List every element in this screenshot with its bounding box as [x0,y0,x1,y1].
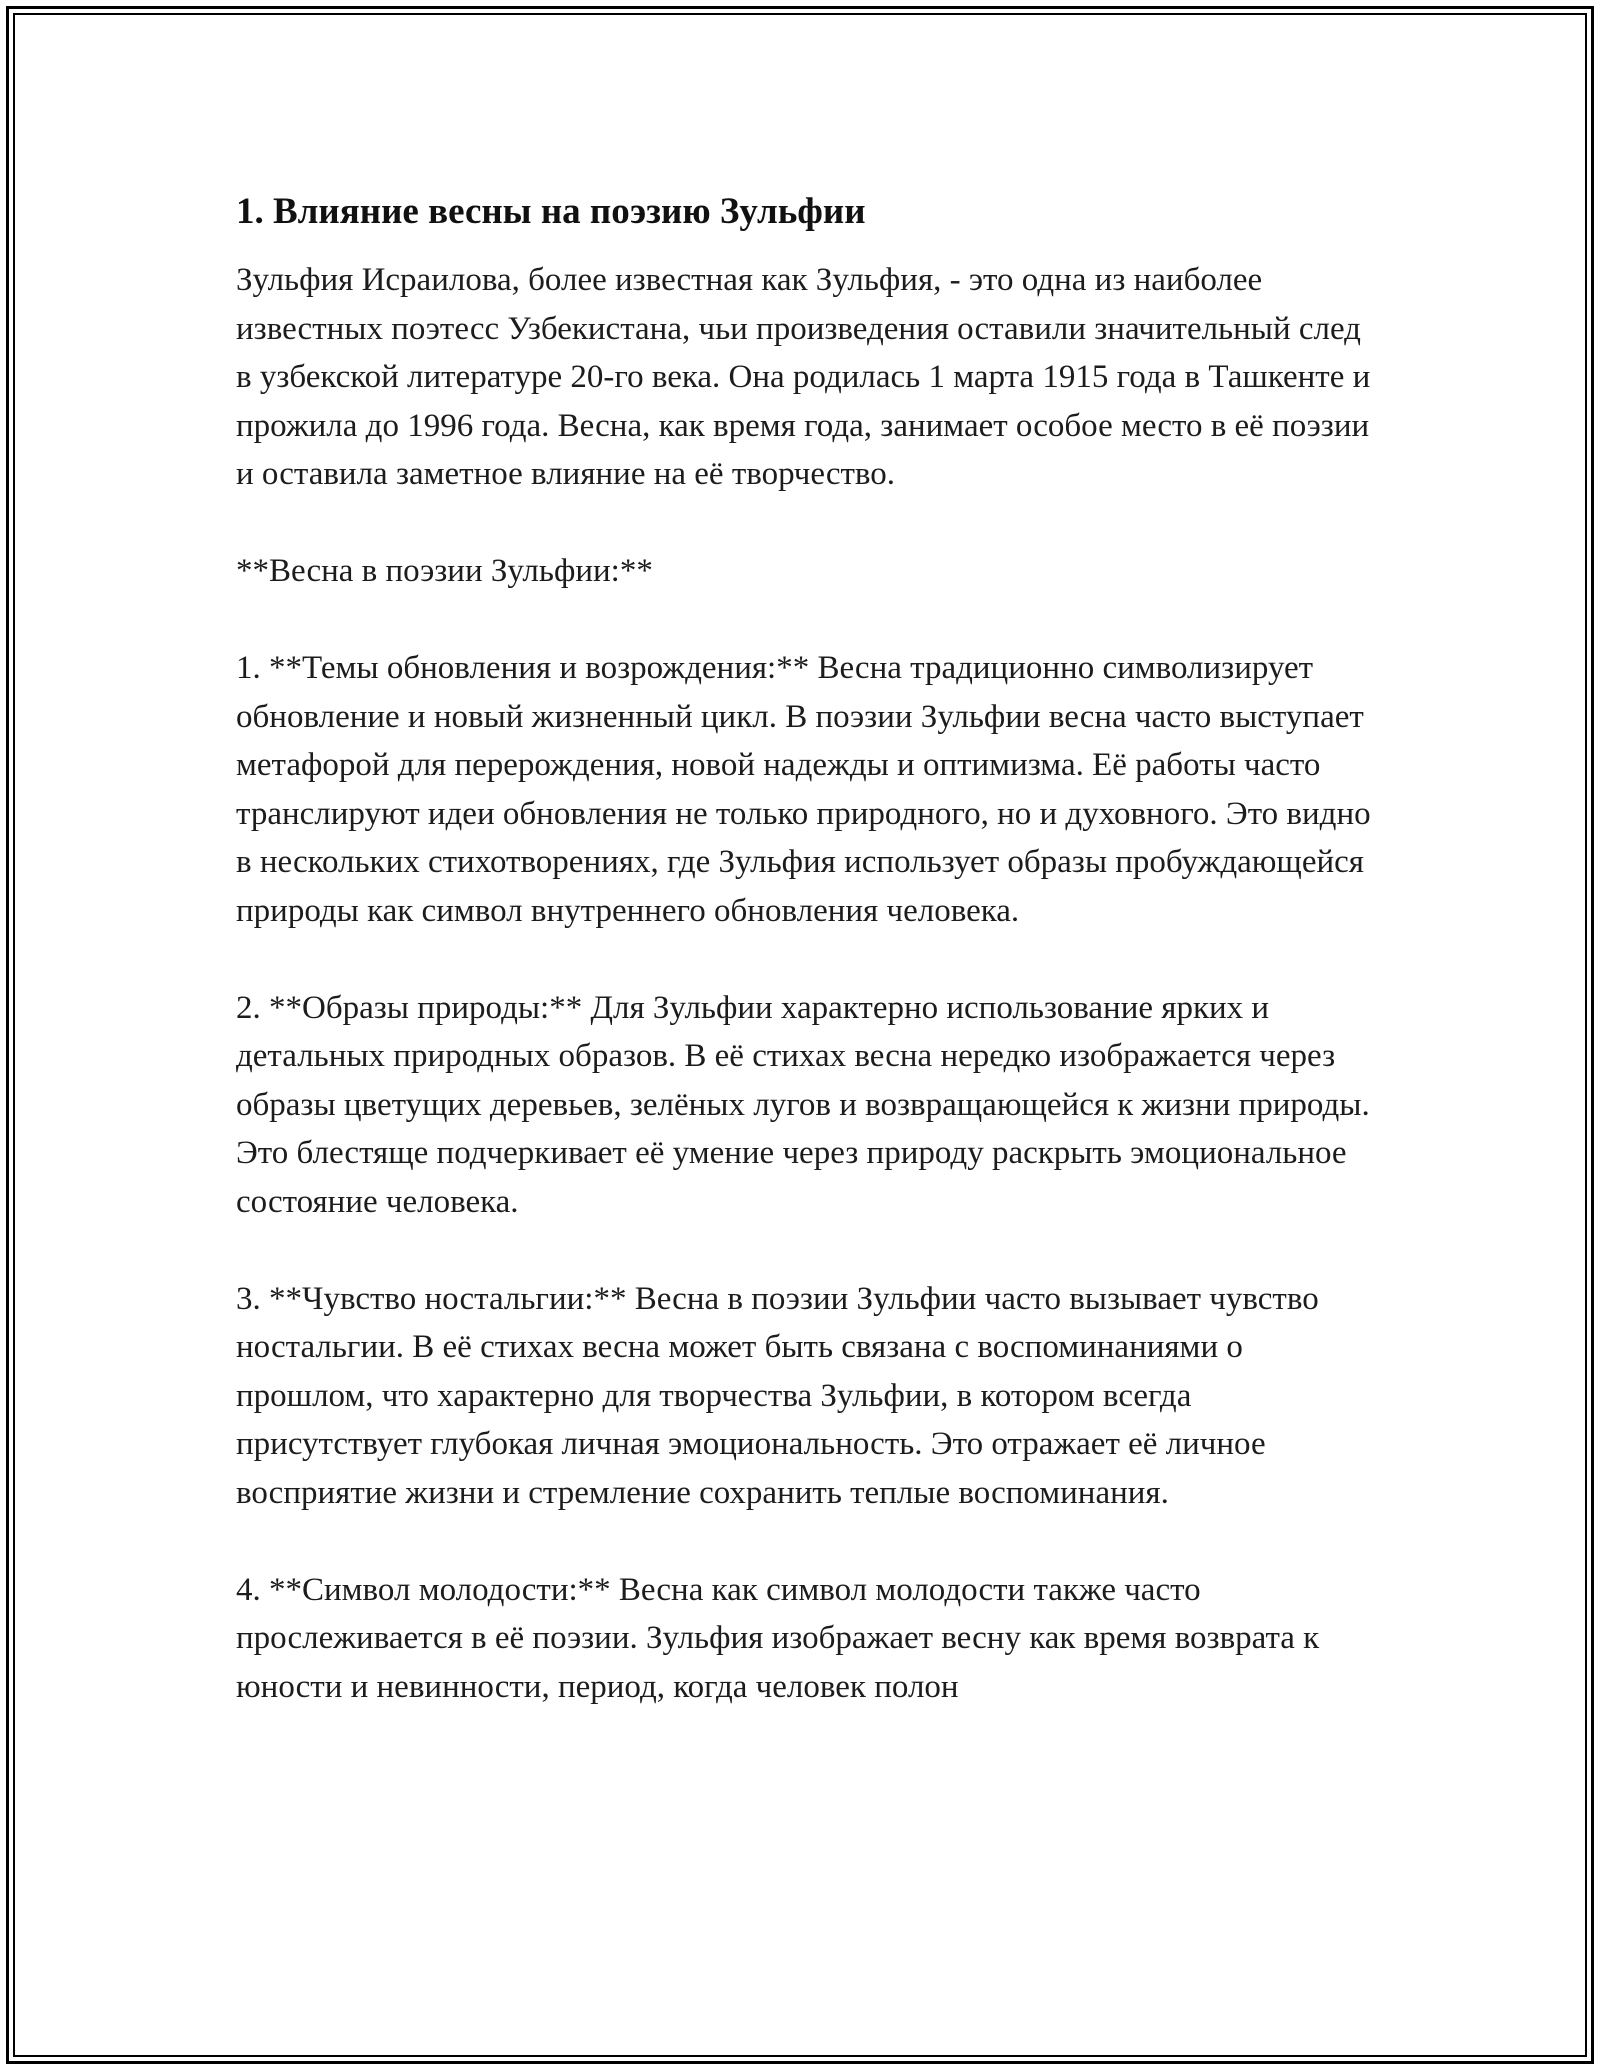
list-item-youth-symbol: 4. **Символ молодости:** Весна как символ молодости также часто прослеживается в её поэзии. Зульфия изображает весну как время возврата к юности и невинности, период, когда человек полон [236,1571,1320,1705]
section-heading: 1. Влияние весны на поэзию Зульфии [236,191,866,232]
list-item-renewal: 1. **Темы обновления и возрождения:** Весна традиционно символизирует обновление и новый жизненный цикл. В поэзии Зульфии весна часто выступает метафорой для перерождения, новой надежды и оптимизма. Её работы часто транслируют идеи обновления не только природного, но и духовного. Это видно в нескольких стихотворениях, где Зульфия использует образы пробуждающейся природы как символ внутреннего обновления человека. [236,650,1371,929]
intro-paragraph: Зульфия Исраилова, более известная как Зульфия, - это одна из наиболее известных поэтесс Узбекистана, чьи произведения оставили значительный след в узбекской литературе 20-го века. Она родилась 1 марта 1915 года в Ташкенте и прожила до 1996 года. Весна, как время года, занимает особое место в её поэзии и оставила заметное влияние на её творчество. [236,262,1371,492]
list-item-nature-images: 2. **Образы природы:** Для Зульфии характерно использование ярких и детальных природных образов. В её стихах весна нередко изображается через образы цветущих деревьев, зелёных лугов и возвращающейся к жизни природы. Это блестяще подчеркивает её умение через природу раскрыть эмоциональное состояние человека. [236,989,1370,1220]
subheading-paragraph: **Весна в поэзии Зульфии:** [236,553,653,589]
list-item-nostalgia: 3. **Чувство ностальгии:** Весна в поэзии Зульфии часто вызывает чувство ностальгии. В её стихах весна может быть связана с воспоминаниями о прошлом, что характерно для творчества Зульфии, в котором всегда присутствует глубокая личная эмоциональность. Это отражает её личное восприятие жизни и стремление сохранить теплые воспоминания. [236,1280,1319,1511]
document-page [236,188,1372,1711]
